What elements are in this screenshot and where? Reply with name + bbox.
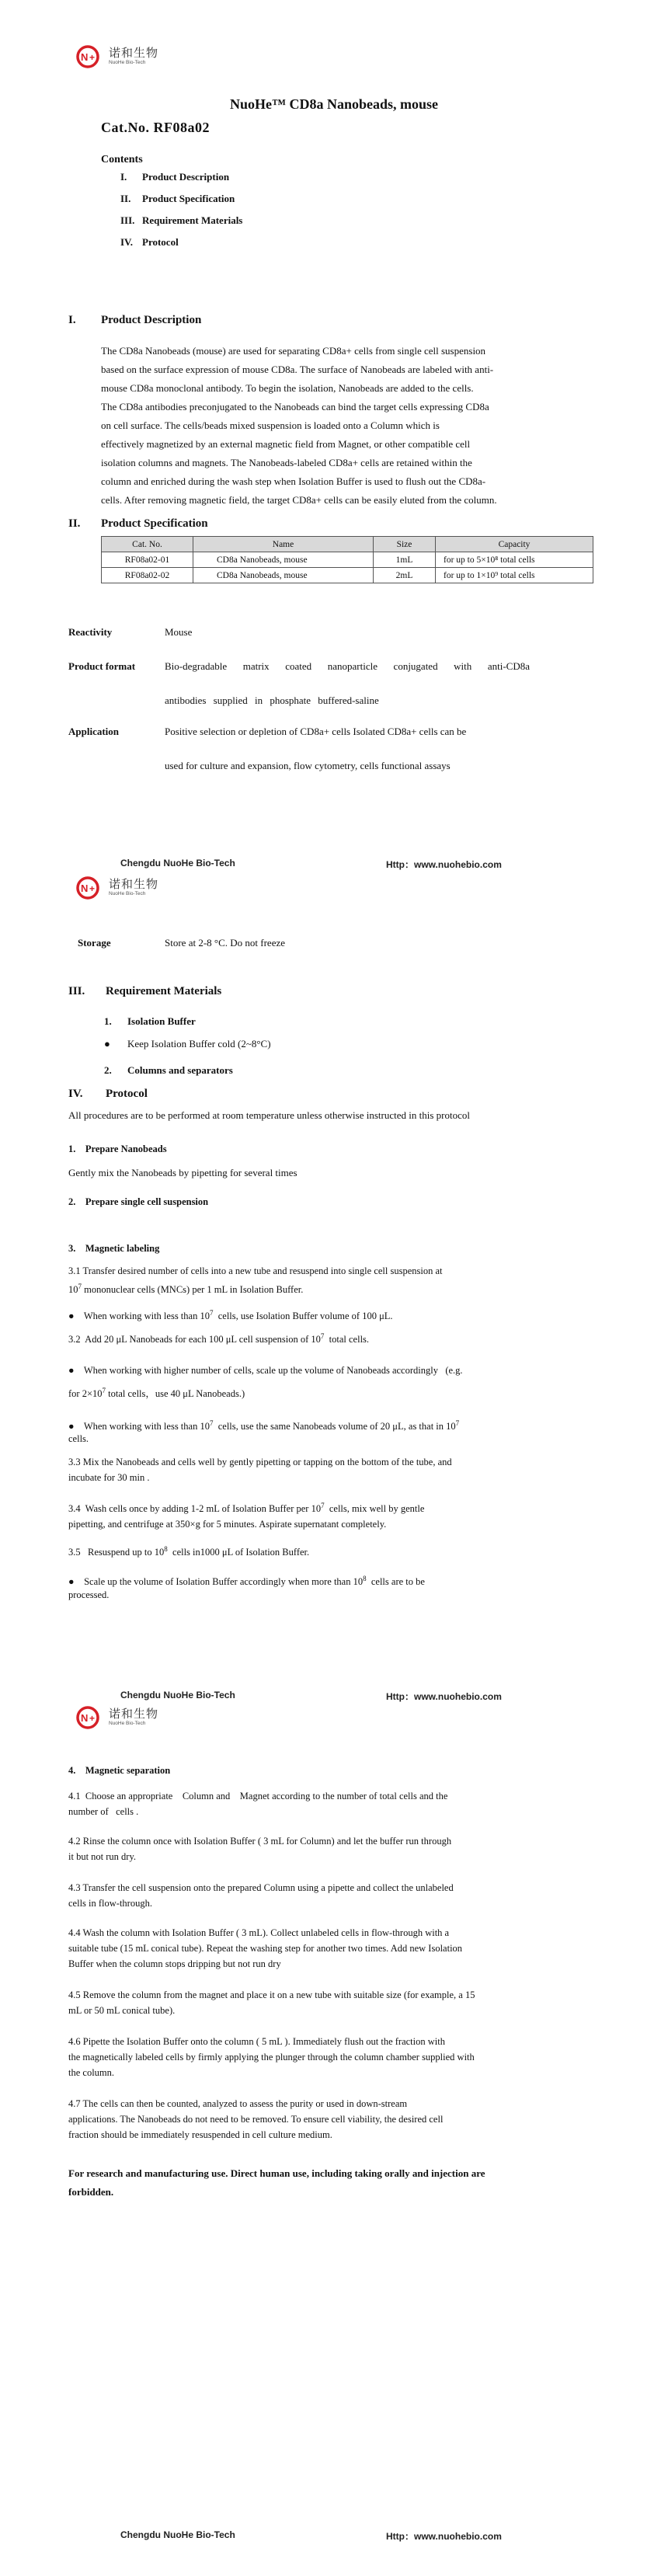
contents-item[interactable]: III. Requirement Materials xyxy=(120,214,243,226)
materials-bullet: ● Keep Isolation Buffer cold (2~8°C) xyxy=(104,1038,271,1050)
step-3-3: 3.3 Mix the Nanobeads and cells well by gently pipetting or tapping on the bottom of the tube, and incubate for 30 min . xyxy=(68,1457,452,1483)
table-cell: 1mL xyxy=(374,552,436,568)
col-header: Capacity xyxy=(436,537,593,552)
storage-value: Store at 2-8 °C. Do not freeze xyxy=(165,937,286,949)
footer-website[interactable]: Http：www.nuohebio.com xyxy=(386,859,502,870)
footer-company: Chengdu NuoHe Bio-Tech xyxy=(120,1690,235,1701)
nuohe-logo-icon xyxy=(76,876,106,900)
contents-item[interactable]: IV. Protocol xyxy=(120,236,179,248)
brand-name-en: NuoHe Bio-Tech xyxy=(109,60,146,66)
bullet-same-volume: ● When working with less than $10^7$ cells, use the same Nanobeads volume of 20 μL, as that in $10^7$ cells. xyxy=(68,1419,460,1445)
step-4-5: 4.5 Remove the column from the magnet and place it on a new tube with suitable size (for example, a 15 mL or 50 mL conical tube). xyxy=(68,1989,475,2016)
svg-text:N: N xyxy=(81,51,89,63)
step-3-1: 3.1 Transfer desired number of cells into a new tube and resuspend into single cell suspension at $10^7$ mononuclear cells (MNCs) per 1 mL in Isolation Buffer. xyxy=(68,1265,443,1296)
step-4-4: 4.4 Wash the column with Isolation Buffer ( 3 mL). Collect unlabeled cells in flow-through with a suitable tube (15 mL conical tube). Repeat the washing step for another two times. Add new Isolation Buffer when the column stops dripping but not run dry xyxy=(68,1927,463,1969)
reactivity-label: Reactivity xyxy=(68,626,113,638)
table-cell: RF08a02-02 xyxy=(102,568,193,583)
footer-website[interactable]: Http：www.nuohebio.com xyxy=(386,2531,502,2542)
brand-logo xyxy=(76,1706,158,1729)
materials-item-buffer: 1. Isolation Buffer xyxy=(104,1015,196,1027)
storage-label: Storage xyxy=(78,937,111,949)
footer-company: Chengdu NuoHe Bio-Tech xyxy=(120,858,235,869)
section-heading-materials: III. Requirement Materials xyxy=(68,985,222,997)
brand-name-cn: 诺和生物 xyxy=(109,1707,159,1721)
application-label: Application xyxy=(68,726,120,737)
format-label: Product format xyxy=(68,660,136,672)
table-cell: for up to 5×10⁸ total cells xyxy=(436,552,593,568)
step-4-3: 4.3 Transfer the cell suspension onto the prepared Column using a pipette and collect the unlabeled cells in flow-through. xyxy=(68,1882,454,1909)
section-heading-specification: II. Product Specification xyxy=(68,517,208,530)
svg-text:+: + xyxy=(89,883,96,894)
table-header-row xyxy=(102,537,593,552)
bullet-scale-up-buffer: ● Scale up the volume of Isolation Buffer accordingly when more than $10^8$ cells are to be processed. xyxy=(68,1575,425,1601)
footer-company: Chengdu NuoHe Bio-Tech xyxy=(120,2529,235,2540)
contents-item[interactable]: I. Product Description xyxy=(120,171,230,183)
table-cell: RF08a02-01 xyxy=(102,552,193,568)
nuohe-logo-icon xyxy=(76,1706,106,1729)
table-cell: for up to 1×10⁹ total cells xyxy=(436,568,593,583)
bullet-higher-cells: ● When working with higher number of cells, scale up the volume of Nanobeads accordingly (e.g. for $2\times 10^7$ total cells，use 40 μL Nanobeads.) xyxy=(68,1365,463,1400)
protocol-intro: All procedures are to be performed at room temperature unless otherwise instructed in this protocol xyxy=(68,1109,470,1121)
step-3-2: 3.2 Add 20 μL Nanobeads for each 100 μL cell suspension of $10^7$ total cells. xyxy=(68,1332,370,1345)
step-heading-magnetic-separation: 4. Magnetic separation xyxy=(68,1765,171,1776)
step-heading-single-cell: 2. Prepare single cell suspension xyxy=(68,1196,209,1207)
step1-text: Gently mix the Nanobeads by pipetting for several times xyxy=(68,1167,297,1178)
table-cell: 2mL xyxy=(374,568,436,583)
table-cell: CD8a Nanobeads, mouse xyxy=(193,552,374,568)
research-use-disclaimer: For research and manufacturing use. Direct human use, including taking orally and injection are forbidden. xyxy=(68,2167,485,2198)
brand-logo xyxy=(76,45,158,68)
brand-name-cn: 诺和生物 xyxy=(109,877,159,892)
table-row xyxy=(102,552,593,568)
contents-item[interactable]: II. Product Specification xyxy=(120,193,235,204)
product-title: NuoHe™ CD8a Nanobeads, mouse xyxy=(229,96,439,112)
brand-name-en: NuoHe Bio-Tech xyxy=(109,891,146,897)
step-4-1: 4.1 Choose an appropriate Column and Magnet according to the number of total cells and the number of cells . xyxy=(68,1791,448,1817)
step-4-7: 4.7 The cells can then be counted, analyzed to assess the purity or used in down-stream applications. The Nanobeads do not need to be removed. To ensure cell viability, the desired cell fraction should be immediately resuspended in cell culture medium. xyxy=(68,2098,444,2140)
table-row xyxy=(102,568,593,583)
svg-text:+: + xyxy=(89,52,96,63)
brand-name-en: NuoHe Bio-Tech xyxy=(109,1721,146,1727)
step-3-4: 3.4 Wash cells once by adding 1-2 mL of Isolation Buffer per $10^7$ cells, mix well by gentle pipetting, and centrifuge at 350×g for 5 minutes. Aspirate supernatant completely. xyxy=(68,1502,425,1530)
section-heading-protocol: IV. Protocol xyxy=(68,1088,148,1100)
product-description-text: The CD8a Nanobeads (mouse) are used for separating CD8a+ cells from single cell suspension based on the surface expression of mouse CD8a. The surface of Nanobeads are labeled with anti- mouse CD8a monoclonal antibody. To begin the isolation, Nanobeads are added to the cells. The CD8a antibodies preconjugated to the Nanobeads can bind the target cells expressing CD8a on cell surface. The cells/beads mixed suspension is loaded onto a Column which is effectively magnetized by an external magnetic field from Magnet, or other compatible cell isolation columns and magnets. The Nanobeads-labeled CD8a+ cells are retained within the column and enriched during the wash step when Isolation Buffer is used to flush out the CD8a- cells. After removing magnetic field, the target CD8a+ cells can be easily eluted from the column. xyxy=(101,345,497,506)
step-3-5: 3.5 Resuspend up to $10^8$ cells in1000 μL of Isolation Buffer. xyxy=(68,1545,310,1558)
section-heading-description: I. Product Description xyxy=(68,314,202,326)
col-header: Cat. No. xyxy=(102,537,193,552)
step-4-6: 4.6 Pipette the Isolation Buffer onto the column ( 5 mL ). Immediately flush out the fraction with the magnetically labeled cells by firmly applying the plunger through the column chamber supplied with the column. xyxy=(68,2036,475,2078)
contents-heading: Contents xyxy=(101,154,143,165)
svg-text:N: N xyxy=(81,882,89,894)
footer-website[interactable]: Http：www.nuohebio.com xyxy=(386,1691,502,1702)
catalog-number: Cat.No. RF08a02 xyxy=(101,120,210,135)
application-value: Positive selection or depletion of CD8a+ cells Isolated CD8a+ cells can be used for culture and expansion, flow cytometry, cells functional assays xyxy=(165,726,467,771)
bullet-less-than-cells: ● When working with less than $10^7$ cells, use Isolation Buffer volume of 100 μL. xyxy=(68,1309,393,1322)
format-value: Bio-degradable matrix coated nanoparticle conjugated with anti-CD8a antibodies supplied in phosphate buffered-saline xyxy=(165,660,530,706)
step-heading-prepare-nanobeads: 1. Prepare Nanobeads xyxy=(68,1144,167,1154)
contents-list xyxy=(120,171,242,258)
step-4-2: 4.2 Rinse the column once with Isolation Buffer ( 3 mL for Column) and let the buffer run through it but not run dry. xyxy=(68,1836,452,1862)
svg-text:+: + xyxy=(89,1713,96,1724)
table-cell: CD8a Nanobeads, mouse xyxy=(193,568,374,583)
col-header: Size xyxy=(374,537,436,552)
step-heading-magnetic-labeling: 3. Magnetic labeling xyxy=(68,1243,160,1254)
nuohe-logo-icon xyxy=(76,45,106,68)
brand-logo xyxy=(76,876,158,900)
reactivity-value: Mouse xyxy=(165,626,193,638)
col-header: Name xyxy=(193,537,374,552)
materials-item-columns: 2. Columns and separators xyxy=(104,1064,233,1076)
brand-name-cn: 诺和生物 xyxy=(109,46,159,61)
specification-table xyxy=(101,536,593,583)
svg-text:N: N xyxy=(81,1712,89,1724)
